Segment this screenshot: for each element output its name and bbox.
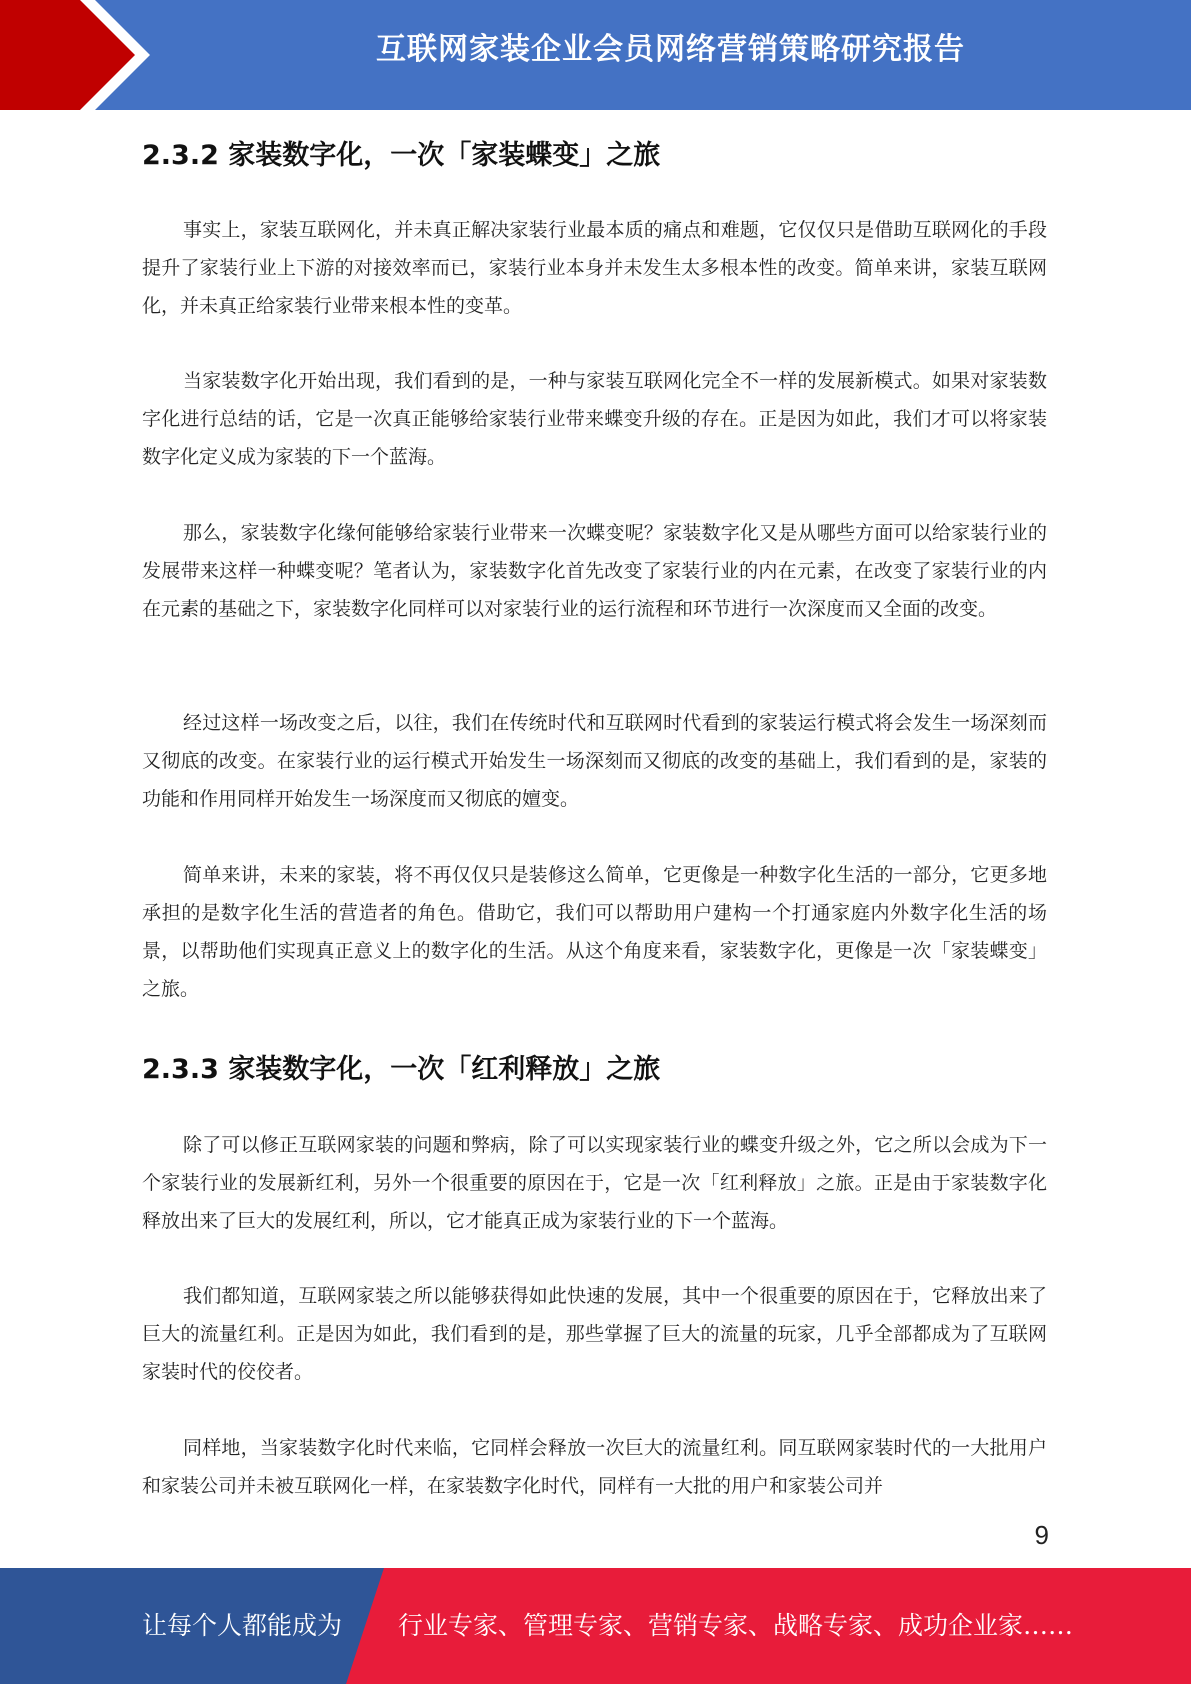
report-title: 互联网家装企业会员网络营销策略研究报告: [376, 32, 965, 67]
footer-slogan-left: 让每个人都能成为: [142, 1611, 343, 1640]
paragraph: 事实上，家装互联网化，并未真正解决家装行业最本质的痛点和难题，它仅仅只是借助互联网化的手段提升了家装行业上下游的对接效率而已，家装行业本身并未发生太多根本性的改变。简单来讲，家装互联网化，并未真正给家装行业带来根本性的变革。: [142, 219, 1047, 317]
footer-slogan-right: 行业专家、管理专家、营销专家、战略专家、成功企业家……: [398, 1611, 1074, 1640]
paragraph: 简单来讲，未来的家装，将不再仅仅只是装修这么简单，它更像是一种数字化生活的一部分，它更多地承担的是数字化生活的营造者的角色。借助它，我们可以帮助用户建构一个打通家庭内外数字化生活的场景，以帮助他们实现真正意义上的数字化的生活。从这个角度来看，家装数字化，更像是一次「家装蝶变」之旅。: [142, 864, 1047, 1000]
paragraph: 当家装数字化开始出现，我们看到的是，一种与家装互联网化完全不一样的发展新模式。如果对家装数字化进行总结的话，它是一次真正能够给家装行业带来蝶变升级的存在。正是因为如此，我们才可以将家装数字化定义成为家装的下一个蓝海。: [142, 370, 1047, 468]
section-heading-2-3-2: 2.3.2 家装数字化，一次「家装蝶变」之旅: [142, 140, 661, 171]
section-heading-2-3-3: 2.3.3 家装数字化，一次「红利释放」之旅: [142, 1054, 661, 1085]
page-number: 9: [1034, 1520, 1049, 1550]
page-header: [0, 0, 1191, 110]
paragraph: 经过这样一场改变之后，以往，我们在传统时代和互联网时代看到的家装运行模式将会发生一场深刻而又彻底的改变。在家装行业的运行模式开始发生一场深刻而又彻底的改变的基础上，我们看到的是，家装的功能和作用同样开始发生一场深度而又彻底的嬗变。: [142, 712, 1047, 810]
paragraph: 除了可以修正互联网家装的问题和弊病，除了可以实现家装行业的蝶变升级之外，它之所以会成为下一个家装行业的发展新红利，另外一个很重要的原因在于，它是一次「红利释放」之旅。正是由于家装数字化释放出来了巨大的发展红利，所以，它才能真正成为家装行业的下一个蓝海。: [142, 1134, 1047, 1232]
paragraph: 那么，家装数字化缘何能够给家装行业带来一次蝶变呢？家装数字化又是从哪些方面可以给家装行业的发展带来这样一种蝶变呢？笔者认为，家装数字化首先改变了家装行业的内在元素，在改变了家装行业的内在元素的基础之下，家装数字化同样可以对家装行业的运行流程和环节进行一次深度而又全面的改变。: [142, 522, 1047, 620]
paragraph: 同样地，当家装数字化时代来临，它同样会释放一次巨大的流量红利。同互联网家装时代的一大批用户和家装公司并未被互联网化一样，在家装数字化时代，同样有一大批的用户和家装公司并: [142, 1437, 1047, 1497]
page-footer: [0, 1568, 1191, 1684]
paragraph: 我们都知道，互联网家装之所以能够获得如此快速的发展，其中一个很重要的原因在于，它释放出来了巨大的流量红利。正是因为如此，我们看到的是，那些掌握了巨大的流量的玩家，几乎全部都成为了互联网家装时代的佼佼者。: [142, 1285, 1047, 1383]
